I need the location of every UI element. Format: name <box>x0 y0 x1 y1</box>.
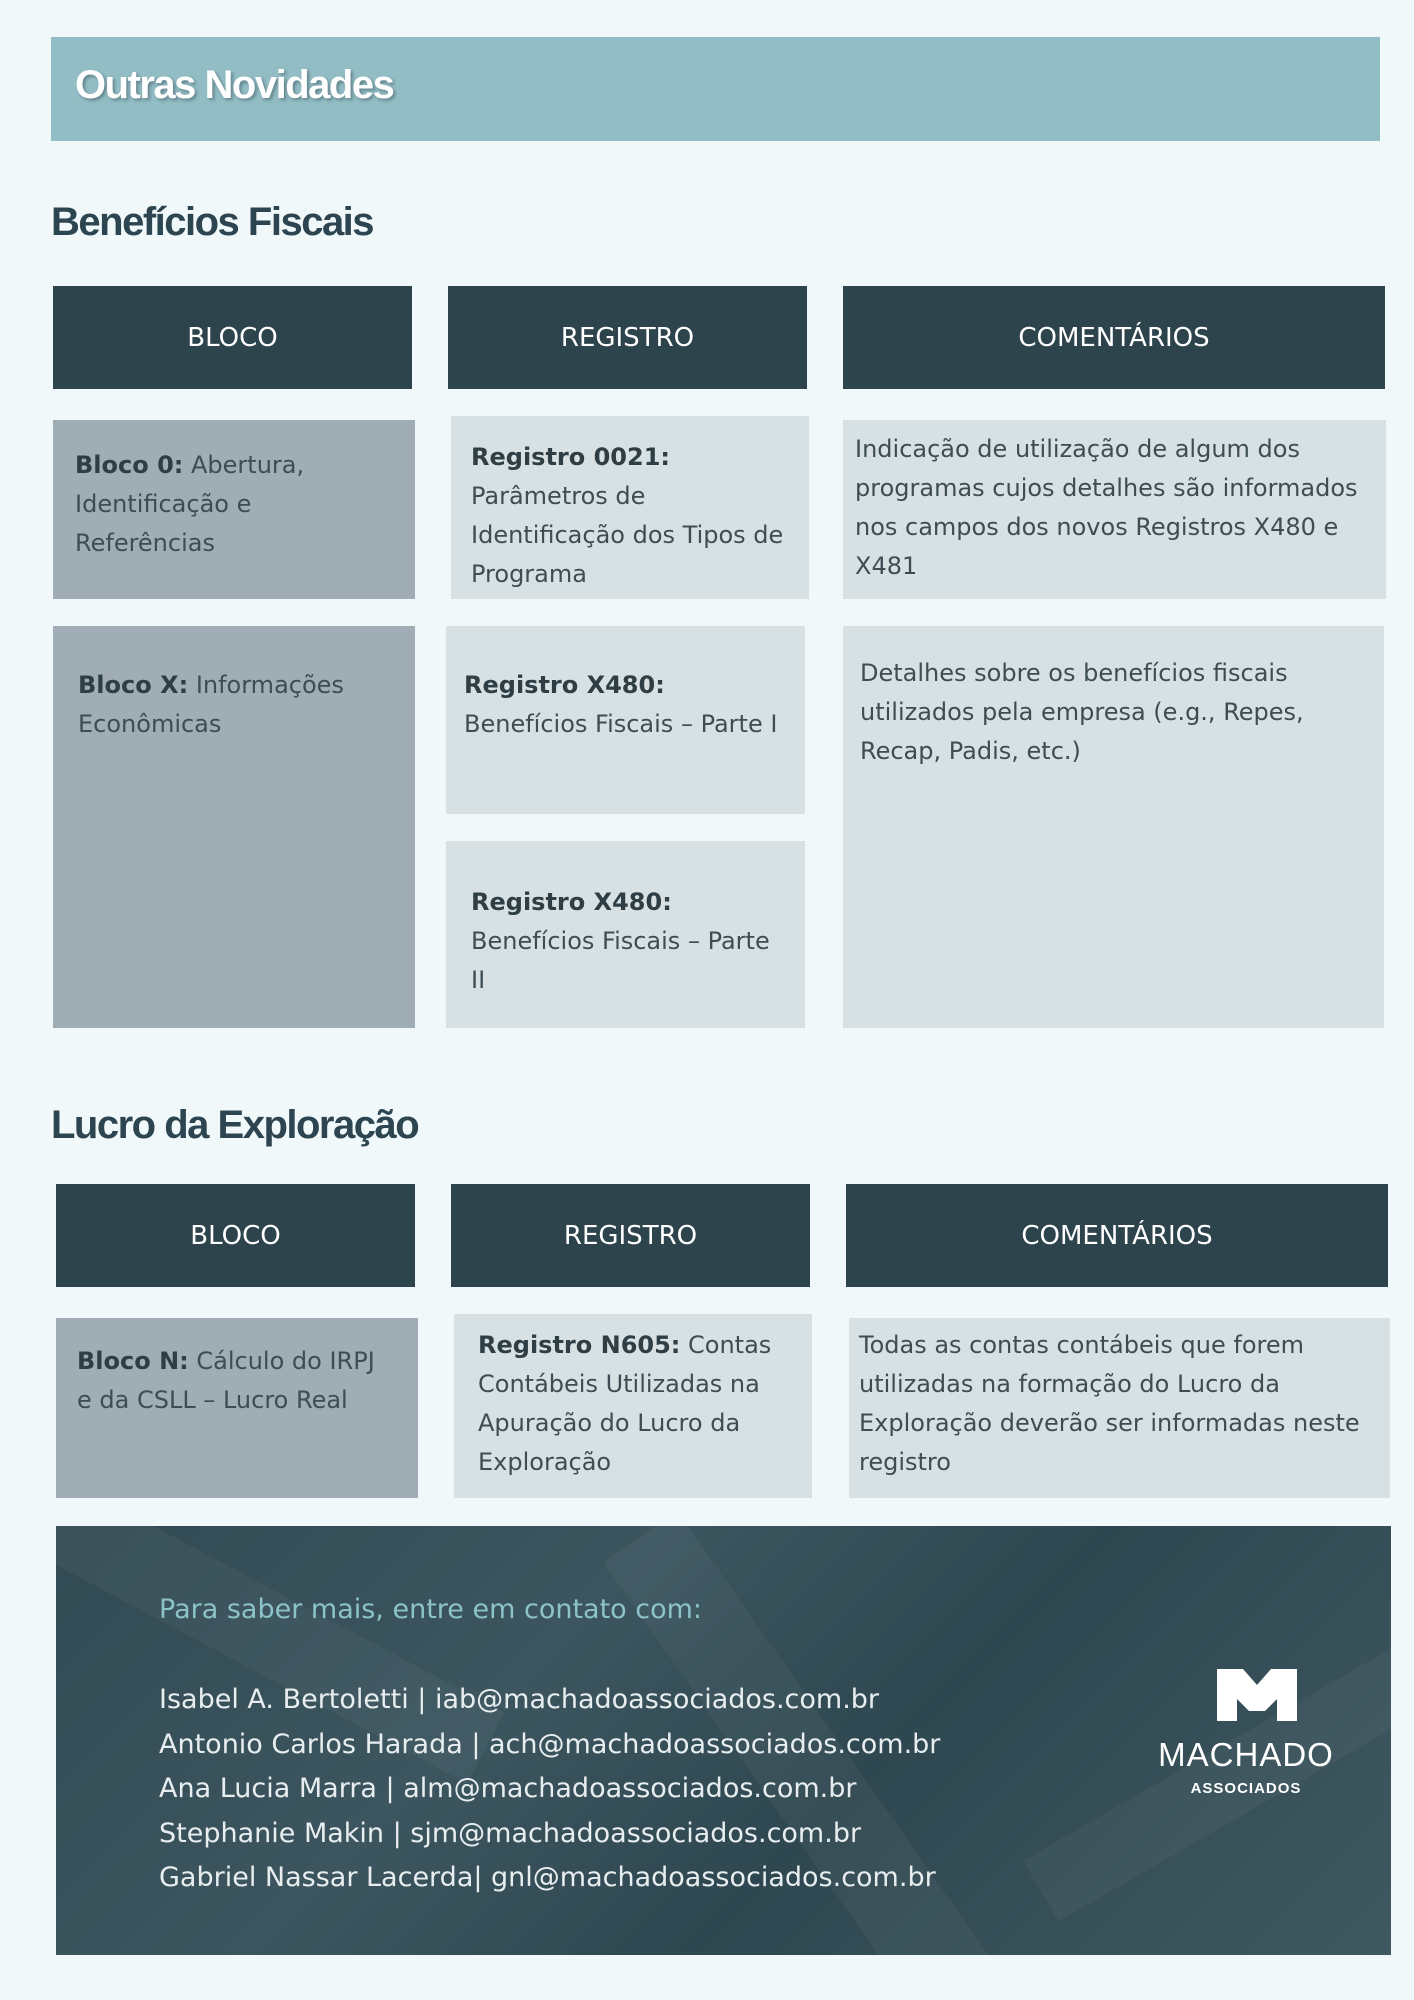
bloco-x-cell <box>53 626 415 1028</box>
contact-item[interactable]: Stephanie Makin | sjm@machadoassociados.com.br <box>159 1817 862 1849</box>
registro-n605-text: Contas Contábeis Utilizadas na Apuração do Lucro da Exploração <box>478 1331 772 1476</box>
contact-item[interactable]: Isabel A. Bertoletti | iab@machadoassociados.com.br <box>159 1684 880 1715</box>
lucro-title: Lucro da Exploração <box>51 1103 419 1147</box>
bloco-0-label: Bloco 0: <box>75 451 184 479</box>
contact-footer <box>56 1526 1391 1955</box>
comentario-0021-cell <box>843 420 1386 599</box>
bloco-n-cell <box>56 1318 418 1498</box>
comentario-n605-text: Todas as contas contábeis que forem utilizadas na formação do Lucro da Exploração deverão ser informadas neste registro <box>859 1331 1360 1476</box>
registro-x480-parte-2-text: Benefícios Fiscais – Parte II <box>471 927 770 994</box>
logo-subtitle: ASSOCIADOS <box>1190 1780 1302 1797</box>
comentario-x480-text: Detalhes sobre os benefícios fiscais utilizados pela empresa (e.g., Repes, Recap, Padis, etc.) <box>860 659 1304 765</box>
registro-0021-text: Parâmetros de Identificação dos Tipos de Programa <box>471 482 784 588</box>
machado-m-logo-icon <box>1217 1669 1297 1721</box>
comentario-0021-text: Indicação de utilização de algum dos programas cujos detalhes são informados nos campos dos novos Registros X480 e X481 <box>855 435 1358 580</box>
registro-x480-parte-2-cell <box>446 841 805 1028</box>
registro-n605-label: Registro N605: <box>478 1331 681 1359</box>
comentario-n605-cell <box>849 1318 1390 1498</box>
bloco-x-label: Bloco X: <box>78 671 189 699</box>
contact-list <box>159 1678 940 1901</box>
registro-x480-parte-2-label: Registro X480: <box>471 888 672 916</box>
lucro-header-registro: REGISTRO <box>451 1184 810 1287</box>
beneficios-header-comentarios: COMENTÁRIOS <box>843 286 1385 389</box>
machado-associados-logo <box>1151 1669 1341 1819</box>
banner-title: Outras Novidades <box>75 63 394 107</box>
bloco-0-cell <box>53 420 415 599</box>
contact-intro: Para saber mais, entre em contato com: <box>159 1594 703 1625</box>
contact-item[interactable]: Antonio Carlos Harada | ach@machadoassociados.com.br <box>159 1728 941 1760</box>
registro-0021-cell <box>451 416 809 599</box>
bloco-0-text: Abertura, Identificação e Referências <box>75 451 305 557</box>
bloco-x-text: Informações Econômicas <box>78 671 344 738</box>
bloco-n-text: Cálculo do IRPJ e da CSLL – Lucro Real <box>77 1347 375 1414</box>
registro-n605-cell <box>454 1314 812 1498</box>
registro-0021-label: Registro 0021: <box>471 443 670 471</box>
section-banner <box>51 37 1380 141</box>
comentario-x480-cell <box>843 626 1384 1028</box>
beneficios-title: Benefícios Fiscais <box>51 200 374 244</box>
lucro-header-comentarios: COMENTÁRIOS <box>846 1184 1388 1287</box>
registro-x480-parte-1-text: Benefícios Fiscais – Parte I <box>464 710 778 738</box>
contact-item[interactable]: Gabriel Nassar Lacerda| gnl@machadoassociados.com.br <box>159 1862 936 1893</box>
lucro-header-bloco: BLOCO <box>56 1184 415 1287</box>
contact-item[interactable]: Ana Lucia Marra | alm@machadoassociados.com.br <box>159 1773 857 1804</box>
registro-x480-parte-1-cell <box>446 626 805 814</box>
beneficios-header-registro: REGISTRO <box>448 286 807 389</box>
beneficios-header-bloco: BLOCO <box>53 286 412 389</box>
registro-x480-parte-1-label: Registro X480: <box>464 671 665 699</box>
bloco-n-label: Bloco N: <box>77 1347 189 1375</box>
logo-name: MACHADO <box>1158 1736 1334 1773</box>
